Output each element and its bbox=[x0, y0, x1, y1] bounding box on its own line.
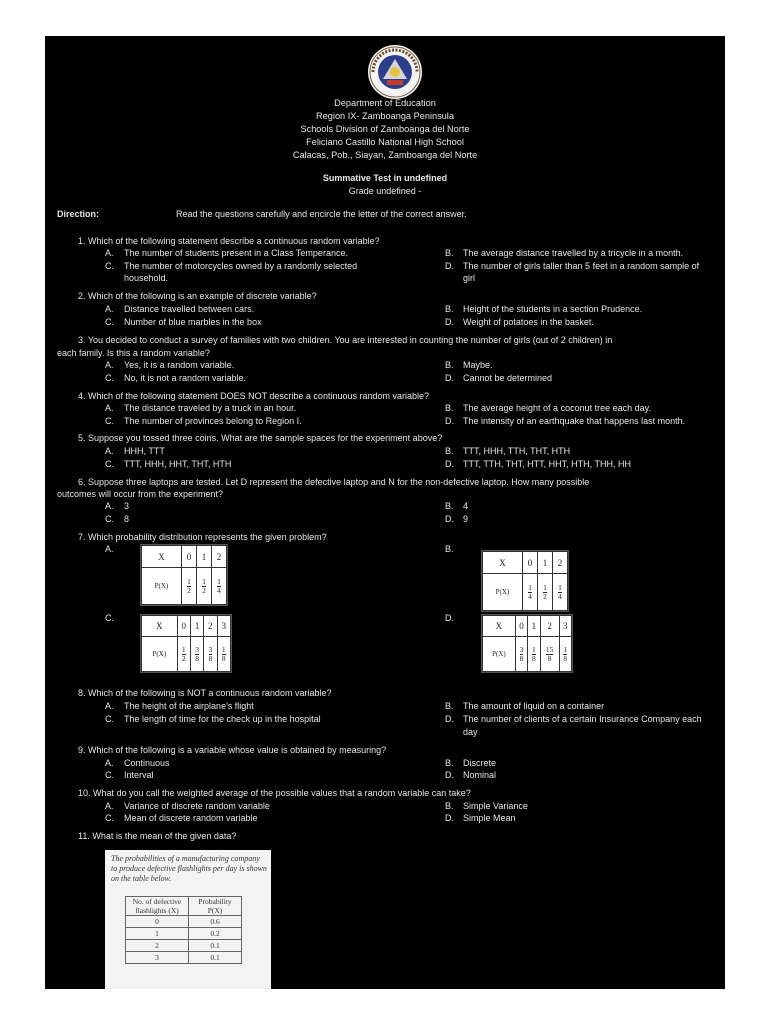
letter-d: D. bbox=[445, 770, 454, 780]
fraction-numerator: 1 bbox=[221, 644, 226, 654]
direction-label: Direction: bbox=[57, 209, 100, 219]
q4-option-b: The average height of a coconut tree each day. bbox=[463, 403, 651, 413]
fraction bbox=[543, 584, 547, 601]
letter-d: D. bbox=[445, 261, 454, 271]
document-page bbox=[45, 36, 725, 989]
fraction bbox=[195, 646, 199, 663]
letter-d: D. bbox=[445, 416, 454, 426]
header-division: Schools Division of Zamboanga del Norte bbox=[300, 124, 470, 134]
probability-cell bbox=[181, 568, 196, 605]
q11-col-header: No. of defective flashlights (X) bbox=[126, 897, 189, 916]
q7-table-a bbox=[140, 544, 228, 606]
fraction-denominator: 2 bbox=[187, 585, 191, 595]
letter-c: C. bbox=[105, 770, 114, 780]
q3-option-d: Cannot be determined bbox=[463, 373, 553, 383]
q11-data-table bbox=[125, 896, 242, 964]
letter-a: A. bbox=[105, 403, 114, 413]
q7-table-d bbox=[481, 614, 573, 673]
q9-option-d: Nominal bbox=[463, 770, 497, 780]
q11-cell: 1 bbox=[126, 928, 189, 940]
letter-d: D. bbox=[445, 813, 454, 823]
fraction-numerator: 1 bbox=[563, 644, 568, 654]
q8-option-c: The length of time for the check up in the hospital bbox=[124, 714, 321, 724]
fraction bbox=[563, 646, 567, 663]
q3-option-c: No, it is not a random variable. bbox=[124, 373, 247, 383]
letter-c: C. bbox=[105, 373, 114, 383]
q3-option-a: Yes, it is a random variable. bbox=[124, 360, 235, 370]
q5-option-a: HHH, TTT bbox=[124, 446, 165, 456]
q1-option-d-line2: girl bbox=[463, 273, 476, 283]
q11-cell: 2 bbox=[126, 940, 189, 952]
letter-c: C. bbox=[105, 261, 114, 271]
letter-b: B. bbox=[445, 701, 454, 711]
direction-text: Read the questions carefully and encircle the letter of the correct answer. bbox=[176, 209, 467, 219]
fraction-numerator: 3 bbox=[195, 644, 199, 654]
q5-option-c: TTT, HHH, HHT, THT, HTH bbox=[124, 459, 232, 469]
fraction bbox=[202, 578, 206, 595]
question-3-line1: 3. You decided to conduct a survey of families with two children. You are interested in counting the number of girls (out of 2 children) in bbox=[78, 335, 613, 345]
fraction-numerator: 1 bbox=[531, 644, 536, 654]
q7-table-c bbox=[140, 614, 232, 673]
q5-option-b: TTT, HHH, TTH, THT, HTH bbox=[463, 446, 571, 456]
x-header-cell: X bbox=[142, 546, 182, 568]
q4-option-d: The intensity of an earthquake that happens last month. bbox=[463, 416, 686, 426]
fraction bbox=[532, 646, 536, 663]
letter-c: C. bbox=[105, 714, 114, 724]
q6-option-b: 4 bbox=[463, 501, 469, 511]
q1-option-a: The number of students present in a Class Temperance. bbox=[124, 248, 348, 258]
letter-b: B. bbox=[445, 446, 454, 456]
x-value-cell: 1 bbox=[190, 616, 203, 637]
q11-image-caption: The probabilities of a manufacturing company to produce defective flashlights per day is shown on the table below. bbox=[111, 854, 267, 883]
q10-option-c: Mean of discrete random variable bbox=[124, 813, 258, 823]
fraction-denominator: 4 bbox=[528, 591, 532, 601]
x-header-cell: X bbox=[483, 552, 523, 574]
question-6-line1: 6. Suppose three laptops are tested. Let D represent the defective laptop and N for the non-defective laptop. How many possible bbox=[78, 477, 590, 487]
q8-option-d-line1: The number of clients of a certain Insurance Company each bbox=[463, 714, 702, 724]
fraction-denominator: 8 bbox=[519, 653, 524, 663]
distribution-table bbox=[482, 551, 568, 611]
question-1: 1. Which of the following statement describe a continuous random variable? bbox=[78, 236, 380, 246]
letter-d: D. bbox=[445, 514, 454, 524]
fraction bbox=[217, 578, 221, 595]
letter-b: B. bbox=[445, 248, 454, 258]
fraction-numerator: 1 bbox=[187, 576, 191, 586]
probability-cell bbox=[217, 637, 230, 672]
question-4: 4. Which of the following statement DOES NOT describe a continuous random variable? bbox=[78, 391, 430, 401]
header-dept: Department of Education bbox=[334, 98, 436, 108]
probability-cell bbox=[177, 637, 190, 672]
probability-cell bbox=[196, 568, 211, 605]
fraction-numerator: 1 bbox=[558, 582, 562, 592]
x-header-cell: X bbox=[483, 616, 516, 637]
letter-a: A. bbox=[105, 360, 114, 370]
q8-option-b: The amount of liquid on a container bbox=[463, 701, 605, 711]
q1-option-d-line1: The number of girls taller than 5 feet in a random sample of bbox=[463, 261, 700, 271]
x-value-cell: 0 bbox=[181, 546, 196, 568]
probability-cell bbox=[559, 637, 571, 672]
letter-b: B. bbox=[445, 544, 454, 554]
letter-d: D. bbox=[445, 714, 454, 724]
q11-col-header: Probability P(X) bbox=[189, 897, 242, 916]
probability-cell bbox=[515, 637, 527, 672]
fraction-denominator: 4 bbox=[217, 585, 221, 595]
letter-c: C. bbox=[105, 514, 114, 524]
letter-b: B. bbox=[445, 758, 454, 768]
header-address: Calacas, Pob., Siayan, Zamboanga del Norte bbox=[292, 150, 478, 160]
q11-cell: 0.1 bbox=[189, 940, 242, 952]
x-value-cell: 0 bbox=[522, 552, 537, 574]
fraction-numerator: 3 bbox=[208, 644, 213, 654]
fraction bbox=[182, 646, 186, 663]
q3-option-b: Maybe. bbox=[463, 360, 493, 370]
letter-a: A. bbox=[105, 501, 114, 511]
question-5: 5. Suppose you tossed three coins. What are the sample spaces for the experiment above? bbox=[78, 433, 443, 443]
fraction bbox=[546, 646, 554, 663]
q11-cell: 0.1 bbox=[189, 952, 242, 964]
q4-option-c: The number of provinces belong to Region I. bbox=[124, 416, 302, 426]
x-value-cell: 2 bbox=[552, 552, 567, 574]
q11-cell: 0.6 bbox=[189, 916, 242, 928]
letter-d: D. bbox=[445, 373, 454, 383]
question-7: 7. Which probability distribution represents the given problem? bbox=[78, 532, 327, 542]
q8-option-d-line2: day bbox=[463, 727, 478, 737]
fraction-denominator: 8 bbox=[531, 653, 536, 663]
letter-c: C. bbox=[105, 416, 114, 426]
question-11: 11. What is the mean of the given data? bbox=[78, 831, 237, 841]
probability-cell bbox=[540, 637, 559, 672]
px-header-cell: P(X) bbox=[142, 568, 182, 605]
q6-option-a: 3 bbox=[124, 501, 130, 511]
px-header-cell: P(X) bbox=[142, 637, 178, 672]
letter-a: A. bbox=[105, 304, 114, 314]
fraction-denominator: 8 bbox=[208, 653, 213, 663]
x-value-cell: 3 bbox=[217, 616, 230, 637]
q11-data-image bbox=[105, 850, 271, 989]
fraction-denominator: 4 bbox=[558, 591, 562, 601]
q11-cell: 3 bbox=[126, 952, 189, 964]
x-value-cell: 3 bbox=[559, 616, 571, 637]
q7-table-b bbox=[481, 550, 569, 612]
x-value-cell: 0 bbox=[177, 616, 190, 637]
q1-option-b: The average distance travelled by a tricycle in a month. bbox=[463, 248, 684, 258]
letter-d: D. bbox=[445, 317, 454, 327]
letter-a: A. bbox=[105, 758, 114, 768]
q2-option-a: Distance travelled between cars. bbox=[124, 304, 255, 314]
header-region: Region IX- Zamboanga Peninsula bbox=[316, 111, 454, 121]
letter-b: B. bbox=[445, 403, 454, 413]
distribution-table bbox=[141, 545, 227, 605]
letter-c: C. bbox=[105, 813, 114, 823]
letter-c: C. bbox=[105, 459, 114, 469]
q6-option-c: 8 bbox=[124, 514, 130, 524]
px-header-cell: P(X) bbox=[483, 637, 516, 672]
q6-option-d: 9 bbox=[463, 514, 469, 524]
q2-option-b: Height of the students in a section Prudence. bbox=[463, 304, 643, 314]
q5-option-d: TTT, TTH, THT, HTT, HHT, HTH, THH, HH bbox=[463, 459, 631, 469]
x-value-cell: 0 bbox=[515, 616, 527, 637]
q2-option-c: Number of blue marbles in the box bbox=[124, 317, 262, 327]
fraction bbox=[520, 646, 524, 663]
question-3-line2: each family. Is this a random variable? bbox=[57, 348, 210, 358]
q11-cell: 0.2 bbox=[189, 928, 242, 940]
letter-c: C. bbox=[105, 317, 114, 327]
q10-option-b: Simple Variance bbox=[463, 801, 528, 811]
q10-option-d: Simple Mean bbox=[463, 813, 516, 823]
fraction-denominator: 8 bbox=[195, 653, 199, 663]
q11-cell: 0 bbox=[126, 916, 189, 928]
fraction bbox=[209, 646, 213, 663]
fraction-numerator: 1 bbox=[202, 576, 206, 586]
header-school: Feliciano Castillo National High School bbox=[306, 137, 464, 147]
letter-a: A. bbox=[105, 248, 114, 258]
distribution-table bbox=[482, 615, 572, 672]
fraction-numerator: 3 bbox=[519, 644, 524, 654]
letter-c: C. bbox=[105, 613, 114, 623]
letter-a: A. bbox=[105, 544, 114, 554]
probability-cell bbox=[211, 568, 226, 605]
probability-cell bbox=[528, 637, 540, 672]
probability-cell bbox=[537, 574, 552, 611]
q8-option-a: The height of the airplane's flight bbox=[124, 701, 254, 711]
question-10: 10. What do you call the weighted average of the possible values that a random variable can take? bbox=[78, 788, 471, 798]
fraction-denominator: 2 bbox=[181, 653, 186, 663]
question-9: 9. Which of the following is a variable whose value is obtained by measuring? bbox=[78, 745, 387, 755]
letter-d: D. bbox=[445, 459, 454, 469]
fraction bbox=[222, 646, 226, 663]
probability-cell bbox=[522, 574, 537, 611]
fraction bbox=[187, 578, 191, 595]
fraction-denominator: 8 bbox=[563, 653, 568, 663]
q1-option-c-line2: household. bbox=[124, 273, 169, 283]
letter-b: B. bbox=[445, 501, 454, 511]
fraction-numerator: 15 bbox=[545, 644, 554, 654]
question-6-line2: outcomes will occur from the experiment? bbox=[57, 489, 224, 499]
letter-a: A. bbox=[105, 801, 114, 811]
letter-a: A. bbox=[105, 446, 114, 456]
letter-a: A. bbox=[105, 701, 114, 711]
fraction-numerator: 1 bbox=[181, 644, 186, 654]
fraction-denominator: 2 bbox=[202, 585, 206, 595]
test-title: Summative Test in undefined bbox=[322, 173, 448, 183]
q2-option-d: Weight of potatoes in the basket. bbox=[463, 317, 594, 327]
px-header-cell: P(X) bbox=[483, 574, 523, 611]
letter-b: B. bbox=[445, 801, 454, 811]
letter-b: B. bbox=[445, 360, 454, 370]
letter-d: D. bbox=[445, 613, 454, 623]
question-8: 8. Which of the following is NOT a continuous random variable? bbox=[78, 688, 332, 698]
fraction bbox=[528, 584, 532, 601]
grade-line: Grade undefined - bbox=[348, 186, 422, 196]
fraction bbox=[558, 584, 562, 601]
x-value-cell: 2 bbox=[540, 616, 559, 637]
x-value-cell: 2 bbox=[211, 546, 226, 568]
distribution-table bbox=[141, 615, 231, 672]
fraction-numerator: 1 bbox=[217, 576, 221, 586]
x-value-cell: 1 bbox=[196, 546, 211, 568]
x-value-cell: 2 bbox=[204, 616, 217, 637]
deped-seal-logo bbox=[367, 44, 423, 100]
q4-option-a: The distance traveled by a truck in an hour. bbox=[124, 403, 297, 413]
fraction-numerator: 1 bbox=[543, 582, 547, 592]
q10-option-a: Variance of discrete random variable bbox=[124, 801, 270, 811]
q9-option-b: Discrete bbox=[463, 758, 497, 768]
fraction-denominator: 2 bbox=[543, 591, 547, 601]
q9-option-a: Continuous bbox=[124, 758, 170, 768]
probability-cell bbox=[190, 637, 203, 672]
x-value-cell: 1 bbox=[528, 616, 540, 637]
q1-option-c-line1: The number of motorcycles owned by a randomly selected bbox=[124, 261, 358, 271]
question-2: 2. Which of the following is an example of discrete variable? bbox=[78, 291, 317, 301]
letter-b: B. bbox=[445, 304, 454, 314]
x-header-cell: X bbox=[142, 616, 178, 637]
probability-cell bbox=[204, 637, 217, 672]
q9-option-c: Interval bbox=[124, 770, 154, 780]
fraction-numerator: 1 bbox=[528, 582, 532, 592]
x-value-cell: 1 bbox=[537, 552, 552, 574]
fraction-denominator: 8 bbox=[221, 653, 226, 663]
fraction-denominator: 8 bbox=[547, 653, 552, 663]
probability-cell bbox=[552, 574, 567, 611]
